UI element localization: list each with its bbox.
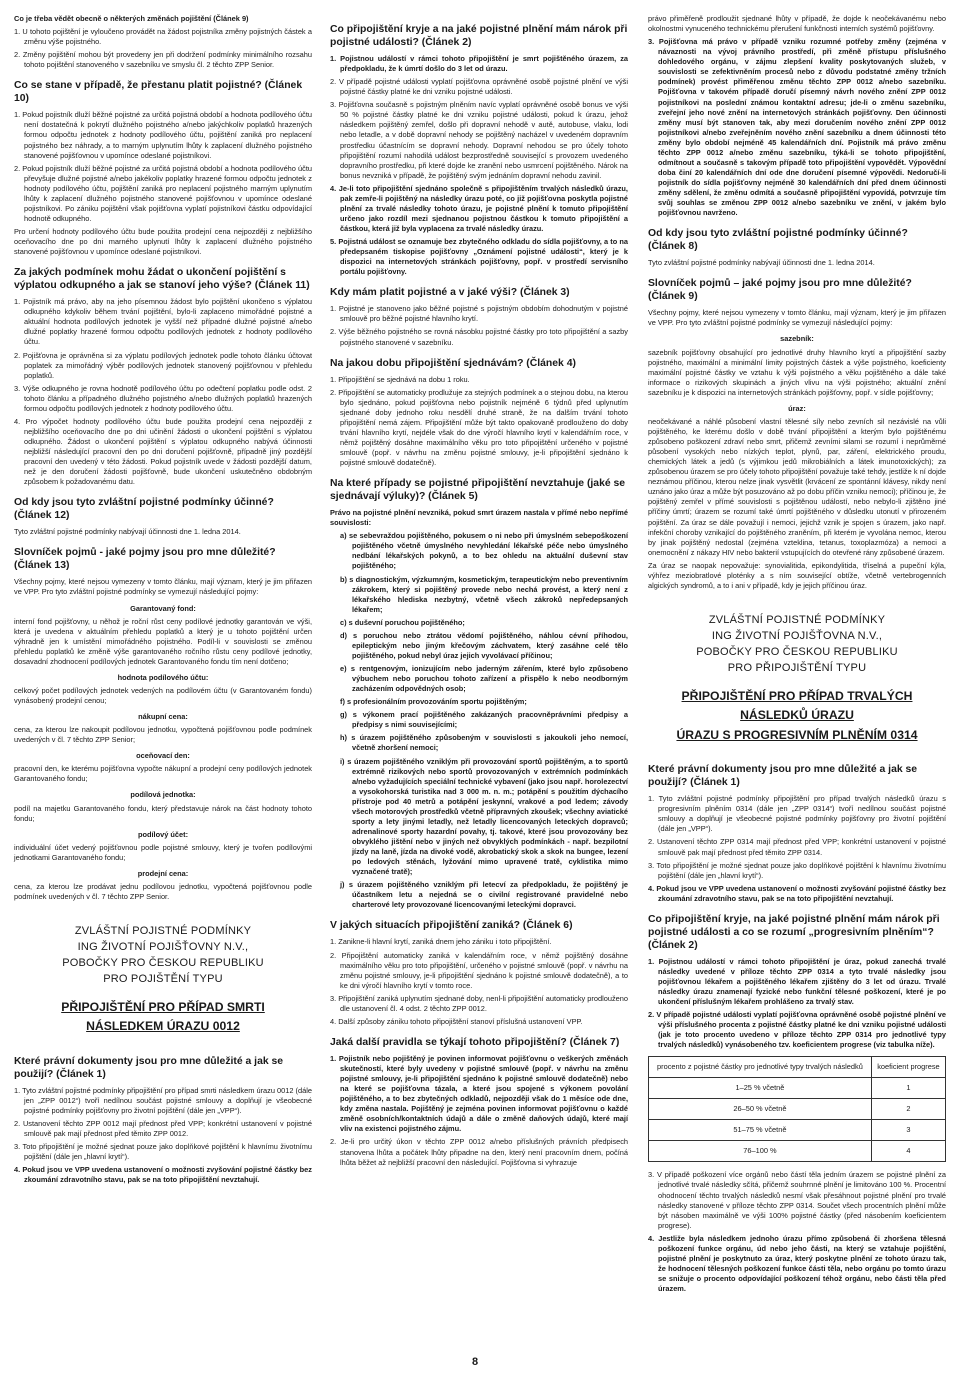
paragraph: Právo na pojistné plnění nevzniká, pokud smrt úrazem nastala v přímé nebo nepřímé souvislosti:: [330, 508, 628, 528]
numbered-paragraph: 3. V případě poškození více orgánů nebo částí těla jedním úrazem se pojistné plnění za jednotlivé trvalé následky sčítá, přičemž souhrnné plnění je limitováno 100 %. Procentní ohodnocení těchto trvalých následků nesmí však přesáhnout pojistné plnění pro trvalé následky stanovené v příloze těchto ZPP 0314. Součet všech procentních plnění může být násoben maximálně ve výši 100% pojistné částky (před násobením koeficientem progrese).: [648, 1170, 946, 1230]
numbered-paragraph: 2. Připojištění se automaticky prodlužuje za stejných podmínek a o stejnou dobu, na kterou bylo sjednáno, pokud pojišťovna nebo pojistník nejméně 6 týdnů před uplynutím sjednané doby jednoho roku nesdělí druhé straně, že na dalším trvání tohoto připojištění nemá zájem. Připojištění může být takto opakovaně prodlouženo do doby trvání hlavního krytí, nejdéle však do dne výročí hlavního krytí v kalendářním roce, v němž pojištěný dosáhne maximálního věku pro toto připojištění určeného v pojistné smlouvě (popř. v návrhu na změnu pojistné smlouvy, je-li připojištění sjednáno k pojistné smlouvě dodatečně).: [330, 387, 628, 468]
paragraph: interní fond pojišťovny, u něhož je roční růst ceny podílové jednotky garantován ve výši, která je uvedena v aktuálním přehledu poplatků a který je u tohoto pojištění určen výhradně jen k umístění mimořádného pojistného. Podíl-li v souvislosti se změnou přehledu poplatků ke změně výše garantovaného ročního růstu ceny podílové jednotky, dosavadní zhodnocení podílových jednotek Garantovaného fondu tím není dotčeno;: [14, 616, 312, 666]
lettered-item: j) s úrazem pojištěného vzniklým při letecví za předpokladu, že pojištěný je účastníkem letu a nejedná se o civilní registrované pravidelné nebo charterové lety provozované licencovanými leteckými dopravci.: [340, 880, 628, 910]
numbered-paragraph: 3. Připojištění zaniká uplynutím sjednané doby, nenl-li připojištění automaticky prodlouženo dle ustanovení čl. 4 odst. 2 těchto ZPP 0012.: [330, 993, 628, 1013]
table-cell: 51–75 % včetně: [649, 1120, 872, 1141]
lettered-item: f) s profesionálním provozováním sportu pojištěným;: [340, 697, 527, 707]
numbered-paragraph: 1. Pojistník nebo pojištěný je povinen informovat pojišťovnu o veškerých změnách skutečností, které byly uvedeny v pojistné smlouvě (popř. v návrhu na změnu pojistné smlouvy, je-li připojištění sjednáno k pojistné smlouvě dodatečně) nebo na které se pojišťovna tázala, a které jsou spojené s výkonem povolání pojištěného, a to bez zbytečných odkladů, nejpozději však do 1 měsíce ode dne, kdy změna nastala. Pojištěný je zejména povinen informovat pojišťovnu o každé změně osobních/kontaktních údajů a dále o změně daňových údajů, které mají vliv na existenci pojistného zájmu.: [330, 1053, 628, 1134]
numbered-paragraph: 2. V případě pojistné události vyplatí pojišťovna oprávněné osobě pojistné plnění ve výši příslušného procenta z pojistné částky platné ke dni vzniku pojistné události (jak je toto procento uvedeno v příloze těchto ZPP 0314 pro jednotlivé typy trvalých následků) vynásobeného tzv. koeficientem progrese (viz tabulka níže).: [648, 1010, 946, 1050]
numbered-paragraph: 4. Pokud jsou ve VPP uvedena ustanovení o možnosti zvyšování pojistné částky bez zkoumání zdravotního stavu, pak se na toto připojištění nevztahují.: [14, 1165, 312, 1185]
numbered-paragraph: 1. Pokud pojistník dluží běžné pojistné za určitá pojistná období a hodnota podílového účtu není dostatečná k pokrytí dlužného pojistného a/nebo jakýchkoliv poplatků hrazených formou odpočtu jednotek z hodnoty podílového účtu, pojištění zaniká pro neplacení pojistného bez náhrady, a to marným uplynutím lhůty k zaplacení dlužného pojistného stanovené pojišťovnou v upomínce odeslané pojistníkovi.: [14, 110, 312, 160]
table-cell: 76–100 %: [649, 1141, 872, 1162]
progression-table: [648, 1056, 946, 1162]
numbered-paragraph: 1. Pojistnou událostí v rámci tohoto připojištění je smrt pojištěného úrazem, za předpokladu, že k úmrtí došlo do 3 let od úrazu.: [330, 54, 628, 74]
paragraph: Tyto zvláštní pojistné podmínky nabývají účinnosti dne 1. ledna 2014.: [14, 527, 241, 537]
table-row: [649, 1120, 946, 1141]
section-heading: Co připojištění kryje a na jaké pojistné plnění mám nárok při pojistné události? (Článek 2): [330, 24, 628, 48]
numbered-paragraph: 1. Zanikne-li hlavní krytí, zaniká dnem jeho zániku i toto připojištění.: [330, 937, 552, 947]
paragraph: celkový počet podílových jednotek vedených na podílovém účtu (v Garantovaném fondu) vynásobený prodejní cenou;: [14, 685, 312, 705]
table-cell: 1–25 % včetně: [649, 1078, 872, 1099]
lettered-item: d) s poruchou nebo ztrátou vědomí pojištěného, náhlou cévní příhodou, epileptickým nebo jiným křečovým záchvatem, který zasáhne celé tělo pojištěného, pokud nebyl úraz jejich vyvolávací příčinou;: [340, 630, 628, 660]
column-right: [648, 14, 946, 1297]
numbered-paragraph: 2. Je-li pro určitý úkon v těchto ZPP 0012 a/nebo příslušných právních předpisech stanovena lhůta a počátek lhůty připadne na den, který není pracovním dnem, počíná lhůta běžet až nejbližší pracovní den následující. Pojišťovna si vyhrazuje: [330, 1137, 628, 1167]
numbered-paragraph: 1. Pojistné je stanoveno jako běžné pojistné s pojistným obdobím dohodnutým v pojistné smlouvě pro běžné pojistné hlavního krytí.: [330, 304, 628, 324]
numbered-paragraph: 2. Ustanovení těchto ZPP 0314 mají přednost před VPP; konkrétní ustanovení v pojistné smlouvě pak mají přednost před těmito ZPP 0314.: [648, 837, 946, 857]
numbered-paragraph: 4. Je-li toto připojištění sjednáno společně s připojištěním trvalých následků úrazu, pak zemře-li pojištěný na následky úrazu poté, co již pojišťovna poskytla pojistné plnění za trvalé následky tohoto úrazu, je pojistné plnění k tomuto připojištění určeno jako rozdíl mezi sjednanou pojistnou částkou k tomuto připojištění a částkou, která již byla vyplacena za trvalé následky úrazu.: [330, 183, 628, 233]
table-cell: 26–50 % včetně: [649, 1099, 872, 1120]
paragraph: Za úraz se naopak nepovažuje: synovialitida, epikondylitida, tříselná a pupeční kýla, výhřez meziobratlové ploténky a s ním související obtíže, včetně vertebrogenních algických syndromů, a to i ani v případě, kdy je jejich příčinou úraz.: [648, 560, 946, 590]
lettered-item: b) s diagnostickým, výzkumným, kosmetickým, terapeutickým nebo preventivním zákrokem, který si pojištěný provede nebo nechá provést, a který není z lékařského hlediska nezbytný, včetně všech zákroků nepředepsaných lékařem;: [340, 574, 628, 614]
paragraph: sazebník pojišťovny obsahující pro jednotlivé druhy hlavního krytí a připojištění sazby pojistného, maximální a minimální limity pojistných částek a výše pojistného, koeficienty maximální pojistné částky ve vztahu k výši pojistného a věku pojištěného a dále také informace o rizikových skupinách a jiných vlivu na výši pojistného; aktuální znění sazebníku je k dispozici na internetových stránkách pojišťovny, popř. v sídle pojišťovny;: [648, 347, 946, 397]
definition-term: podílová jednotka:: [130, 790, 196, 800]
table-cell: 4: [871, 1141, 945, 1162]
table-cell: 2: [871, 1099, 945, 1120]
section-heading: Od kdy jsou tyto zvláštní pojistné podmínky účinné? (Článek 8): [648, 228, 908, 253]
definition-term: oceňovací den:: [136, 751, 190, 761]
paragraph: Všechny pojmy, které nejsou vymezeny v tomto článku, mají význam, který je jim přiřazen ve VPP. Pro tyto zvláštní pojistné podmínky se vymezují následující pojmy:: [648, 308, 946, 328]
page-number: 8: [472, 1356, 479, 1368]
numbered-paragraph: 3. Toto připojištění je možné sjednat pouze jako doplňkové pojištění k hlavnímu životnímu pojištění (dále jen „hlavní krytí“).: [648, 860, 946, 880]
table-row: [649, 1141, 946, 1162]
numbered-paragraph: 1. Připojištění se sjednává na dobu 1 roku.: [330, 374, 470, 384]
definition-term: podílový účet:: [137, 829, 189, 839]
numbered-paragraph: 2. Ustanovení těchto ZPP 0012 mají přednost před VPP; konkrétní ustanovení v pojistné smlouvě pak mají přednost před těmito ZPP 0012.: [14, 1118, 312, 1139]
section-heading: Za jakých podmínek mohu žádat o ukončení pojištění s výplatou odkupného a jak se stanoví jeho výše? (Článek 11): [14, 267, 310, 292]
lettered-item: a) se sebevraždou pojištěného, pokusem o ni nebo při úmyslném sebepoškození pojištěného včetně úmyslného nevyhledání lékařské péče nebo úmyslného nedbání lékařských pokynů, a to bez ohledu na aktuální duševní stav pojištěného;: [340, 531, 628, 571]
paragraph: právo přiměřeně prodloužit sjednané lhůty v případě, že dojde k neočekávanému nebo okolnostmi vynuceného technickému přerušení funkčnosti interních systémů pojišťovny.: [648, 14, 946, 34]
numbered-paragraph: 2. Připojištění automaticky zaniká v kalendářním roce, v němž pojištěný dosáhne maximálního věku pro toto připojištění, určeného v pojistné smlouvě (popř. v návrhu na změnu pojistné smlouvy, je-li připojištění sjednáno k pojistné smlouvě dodatečně), a to ke dni výročí hlavního krytí v tomto roce.: [330, 950, 628, 990]
numbered-paragraph: 1. U tohoto pojištění je vyloučeno provádět na žádost pojistníka změny pojistných částek a změnu výše pojistného.: [14, 27, 312, 47]
paragraph: individuální účet vedený pojišťovnou podle pojistné smlouvy, který je tvořen podílovými jednotkami Garantovaného fondu;: [14, 842, 312, 862]
lettered-item: g) s výkonem prací pojištěného zakázaných pracovněprávními předpisy a předpisy s nimi souvisejícími;: [340, 710, 628, 730]
conditions-title: ZVLÁŠTNÍ POJISTNÉ PODMÍNKY ING ŽIVOTNÍ POJIŠŤOVNA N.V., POBOČKY PRO ČESKOU REPUBLIKU PRO PŘIPOJIŠTĚNÍ TYPU: [696, 613, 898, 674]
definition-term: Garantovaný fond:: [130, 603, 196, 613]
table-header-cell: procento z pojistné částky pro jednotlivé typy trvalých následků: [649, 1057, 872, 1078]
numbered-paragraph: 1. Pojistník má právo, aby na jeho písemnou žádost bylo pojištění ukončeno s výplatou odkupného kdykoliv během trvání pojištění, bylo-li zaplaceno mimořádné pojistné a aktuální hodnota podílových jednotek je vyšší než případné dlužné pojistné a/nebo dlužné poplatky hrazené formou odpočtu podílových jednotek z hodnoty podílového účtu.: [14, 297, 312, 347]
paragraph: neočekávané a náhlé působení vlastní tělesné síly nebo zevních sil nezávislé na vůli pojištěného, ke kterému došlo v době trvání připojištění a kterým bylo pojištěnému způsobeno poškození zdraví nebo smrt, přičemž zevními silami se rozumí i neprůměrné působení vysokých nebo nízkých teplot, plynů, par, záření, elektrického proudu, chemických látek a jedů (s výjimkou jedů mikrobiálních a látek imunotoxických); za způsobenou úrazem se pro účely tohoto připojištění považuje také tehdy, jestliže k ní dojde neznámou příčinou, kterou nelze jinak vysvětlit (krvácení ze spontánní klávesy, nikdy není uznáno jako úraz a může být posuzováno až po dobu příčin vzniku nemoci); příčinou je, že pojištěný zemřel v přímé souvislosti s pojištěnou událostí, nebo nebylo-li zjištěno jiné příčiny úmrtí; úrazem se rozumí také úmrtí pojištěného v důsledku utonutí v přirozeném pojištění. Za úraz se dále považují i nemoci, jejichž vznik je spojen s úrazem, jako např. infekční choroby vznikající do pojištěného zraněním, při kterém je vyvolána nemoc, kterou by jinak pojištěný nedostal (zejména vzteklina, tetanus, toxoplazmóza) a nemoci a onemocnění z nákazy HIV nebo bakterií vstupujících do otevřené rány způsobené úrazem.: [648, 416, 946, 557]
lettered-item: i) s úrazem pojištěného vzniklým při provozování sportů pojištěným, a to sportů extrémně rizikových nebo sportů provozovaných v extrémních podmínkách a/nebo vyžadujících speciální technické vybavení (jako jsou např. horolezectví a vysokohorská turistika nad 3 000 m. n. m.; potápění s použitím dýchacího přístroje pod 40 metrů a potápění jeskynní, vrakové a pod ledem; závody všech motorových prostředků včetně přípravných zkoušek; všechny aviatické sporty a lety jinými letadly, než letadly licencovaných leteckých dopravců; adrenalinové sporty hazardní povahy, tj. takové, které jsou provozovány bez obvyklého jištění nebo v jiných než obvyklých podmínkách - např. bezpilotní jízdy na laně, jízda na divoké vodě, akrobatický skok a skok na bungee, lezení po ledových stěnách, lyžování mimo upravené tratě, cyklistika mimo vyznačené tratě);: [340, 756, 628, 877]
numbered-paragraph: 3. Toto připojištění je možné sjednat pouze jako doplňkové pojištění k hlavnímu životnímu pojištění (dále jen „hlavní krytí“).: [14, 1142, 312, 1162]
table-cell: 1: [871, 1078, 945, 1099]
numbered-paragraph: 1. Tyto zvláštní pojistné podmínky připojištění pro případ smrti následkem úrazu 0012 (dále jen „ZPP 0012“) tvoří nedílnou součást pojistné smlouvy a doplňují je všeobecné pojistné podmínky pojišťovny pro životní pojištění (dále jen „VPP“).: [14, 1085, 312, 1115]
column-middle: [330, 14, 628, 1171]
paragraph: Pro určení hodnoty podílového účtu bude použita prodejní cena nejpozději z nejbližšího oceňovacího dne po dni marného uplynutí lhůty k zaplacení dlužného pojistného stanovené pojišťovnou v upomínce odeslané pojistníkovi.: [14, 227, 312, 257]
section-heading: Kdy mám platit pojistné a v jaké výši? (Článek 3): [330, 287, 570, 299]
insurance-type-title: PŘIPOJIŠTĚNÍ PRO PŘÍPAD TRVALÝCH NÁSLEDKŮ ÚRAZU ÚRAZU S PROGRESIVNÍM PLNĚNÍM 0314: [676, 688, 918, 742]
numbered-paragraph: 4. Pro výpočet hodnoty podílového účtu bude použita prodejní cena nejpozději z nejbližšího oceňovacího dne po dni učinění žádosti o ukončení pojištění s výplatou odkupného. Žádost o ukončení pojištění s výplatou odkupného nabývá účinnosti nejbližší následující pracovní den po dni doručení pojišťovně, případně jiný pozdější pracovní den uvedený v této žádosti. Pokud pojistník uvede v žádosti pozdější datum, než je den doručení žádosti pojišťovně, bude ukončení uskutečněno obdobným způsobem k požadovanému datu.: [14, 416, 312, 487]
section-heading: Slovníček pojmů - jaké pojmy jsou pro mne důležité? (Článek 13): [14, 547, 276, 572]
paragraph: podíl na majetku Garantovaného fondu, který představuje nárok na část hodnoty tohoto fondu;: [14, 803, 312, 823]
table-header-cell: koeficient progrese: [871, 1057, 945, 1078]
lettered-item: h) s úrazem pojištěného způsobeným v souvislosti s jakoukoli jeho nemocí, včetně zhoršení nemoci;: [340, 733, 628, 753]
definition-term: hodnota podílového účtu:: [117, 672, 209, 682]
numbered-paragraph: 4. Jestliže byla následkem jednoho úrazu přímo způsobená či zhoršena tělesná poškození funkce orgánu, úd nebo jeho části, na který se vztahuje pojištění, pojistné plnění je poskytnuto za úraz, který poskytne plnění ze tohoto úrazu tak, že hodnocení tělesných poškození funkce části těla, nebo orgánu po tomto úrazu se snižuje o procento odpovídající poškození téhož orgánu, nebo části těla před úrazem.: [648, 1233, 946, 1294]
section-heading: Co se stane v případě, že přestanu platit pojistné? (Článek 10): [14, 80, 303, 105]
lettered-item: c) s duševní poruchou pojištěného;: [340, 617, 465, 627]
paragraph: cena, za kterou lze prodávat jednu podílovou jednotku, vypočtená pojišťovnou podle podmínek uvedených v čl. 7 těchto ZPP Senior.: [14, 881, 312, 901]
numbered-paragraph: 2. Pokud pojistník dluží běžné pojistné za určitá pojistná období a hodnota podílového účtu převyšuje dlužné pojistné a/nebo jakékoliv poplatky hrazené formou odpočtu jednotek z hodnoty podílového účtu, pojištění zaniká pro neplacení pojistného marným uplynutím lhůty k zaplacení dlužného pojistného stanovené pojišťovnou v upomínce odeslané pojistníkovi. Po zániku pojištění však pojišťovna vyplatí pojistníkovi částku odpovídající hodnotě odkupného.: [14, 163, 312, 223]
table-row: [649, 1078, 946, 1099]
numbered-paragraph: 3. Výše odkupného je rovna hodnotě podílového účtu po odečtení poplatku podle odst. 2 tohoto článku a případného dlužného pojistného a/nebo dlužných poplatků hrazených formou odpočtu podílových jednotek z hodnoty podílového účtu.: [14, 383, 312, 413]
numbered-paragraph: 2. Pojišťovna je oprávněna si za výplatu podílových jednotek podle tohoto článku účtovat poplatek za mimořádný výběr podílových jednotek stanovený pojišťovnou v přehledu poplatků.: [14, 350, 312, 380]
conditions-title: ZVLÁŠTNÍ POJISTNÉ PODMÍNKY ING ŽIVOTNÍ POJIŠŤOVNY N.V., POBOČKY PRO ČESKOU REPUBLIKU PRO POJIŠTĚNÍ TYPU: [62, 925, 264, 985]
definition-term: úraz:: [788, 403, 806, 413]
section-heading: Od kdy jsou tyto zvláštní pojistné podmínky účinné? (Článek 12): [14, 497, 274, 522]
numbered-paragraph: 4. Pokud jsou ve VPP uvedena ustanovení o možnosti zvyšování pojistné částky bez zkoumání zdravotního stavu, pak se na toto připojištění nevztahují.: [648, 883, 946, 903]
section-heading: Co připojištění kryje, na jaké pojistné plnění mám nárok při pojistné události a co se rozumí „progresivním plněním“? (Článek 2): [648, 913, 940, 951]
table-cell: 3: [871, 1120, 945, 1141]
paragraph: cena, za kterou lze nakoupit podílovou jednotku, vypočtená pojišťovnou podle podmínek uvedených v čl. 7 těchto ZPP Senior;: [14, 725, 312, 745]
numbered-paragraph: 2. Výše běžného pojistného se rovná násobku pojistné částky pro toto připojištění a sazby pojistného stanovené v sazebníku.: [330, 327, 628, 347]
paragraph: pracovní den, ke kterému pojišťovna vypočte nákupní a prodejní ceny podílových jednotek Garantovaného fondu;: [14, 764, 312, 784]
section-heading: V jakých situacích připojištění zaniká? (Článek 6): [330, 920, 573, 932]
definition-term: sazebník:: [780, 334, 814, 344]
section-heading: Které právní dokumenty jsou pro mne důležité a jak se použijí? (Článek 1): [648, 764, 918, 789]
insurance-type-title: PŘIPOJIŠTĚNÍ PRO PŘÍPAD SMRTI NÁSLEDKEM ÚRAZU 0012: [61, 999, 265, 1034]
numbered-paragraph: 3. Pojišťovna současně s pojistným plněním navíc vyplatí oprávněné osobě bonus ve výši 50 % pojistné částky platné ke dni vzniku pojistné události, pokud k úrazu, jehož následkem pojištěný zemřel, došlo při dopravní nehodě v autě, autobuse, vlaku, lodi nebo letadle, a v době dopravní nehody se pojištěný nacházel v uvedeném dopravním prostředku účastnícím se dopravní nehody. Dopravní nehodou se pro účely tohoto připojištění rozumí nahodilá událost bezprostředně související s provozem uvedeného dopravního prostředku, při které dojde ke zranění nebo usmrcení pojištěného. Nárok na bonus nevzniká v případě, že pojištěný svým jednáním dopravní nehodu zavinil.: [330, 100, 628, 180]
lettered-item: e) s rentgenovým, ionizujícím nebo jaderným zářením, které bylo způsobeno výbuchem nebo poruchou tohoto zařízení a přispělo k nebo neodborným zacházením odpovědných osob;: [340, 664, 628, 694]
numbered-paragraph: 4. Další způsoby zániku tohoto připojištění stanoví příslušná ustanovení VPP.: [330, 1016, 583, 1026]
numbered-paragraph: 1. Pojistnou událostí v rámci tohoto připojištění je úraz, pokud zanechá trvalé následky uvedené v příloze těchto ZPP 0314 a tyto trvalé následky jsou pojišťovnou lékařem a pojištěného lékařem zjištěny do 3 let od úrazu. Trvalé následky úrazu znamenají fyzické nebo funkční tělesné poškození, které je po ukončení příslušným lékařem prohlášeno za trvalý stav.: [648, 956, 946, 1007]
numbered-paragraph: 1. Tyto zvláštní pojistné podmínky připojištění pro případ trvalých následků úrazu s progresivním plněním 0314 (dále jen „ZPP 0314“) tvoří nedílnou součást pojistné smlouvy a doplňují je všeobecné pojistné podmínky pojišťovny pro životní pojištění (dále jen „VPP“).: [648, 794, 946, 834]
section-heading: Slovníček pojmů – jaké pojmy jsou pro mne důležité? (Článek 9): [648, 278, 912, 303]
numbered-paragraph: 3. Pojišťovna má právo v případě vzniku rozumné potřeby změny (zejména v návaznosti na vývoj právního prostředí, při změně přístupu příslušného dohledového orgánu, v zájmu zlepšení kvality poskytovaných služeb, v souvislosti se zefektivněním procesů nebo z důvodu podstatné změny tržních podmínek) provést přiměřenou změnu těchto ZPP 0012 a/nebo sazebníku. Pojišťovna v takovém případě doručí písemný návrh nového znění ZPP 0012 pojistníkovi na poslední známou kontaktní adresu; jde-li o změnu sazebníku, zveřejní jeho nové znění na internetových stránkách pojišťovny. Den účinnosti změny musí být stanoven tak, aby mezi doručením nového znění ZPP 0012 pojistníkovi a/nebo zveřejněním nového znění sazebníku a dnem účinnosti této změny bylo období nejméně 45 kalendářních dní. Pojistník má právo změnu těchto ZPP 0012 a/nebo změnu sazebníku, týká-li se tohoto připojištění, odmítnout a současně s takovým případě toto připojištění vypovědět. Výpovědní doba činí 20 kalendářních dní ode dne doručení písemné výpovědi. Nedoručí-li pojistník do sídla pojišťovny nejméně 30 kalendářních dní před dnem účinnosti změny sdělení, že změnu odmítá a současně připojištění vypovídá, potvrzuje tím svůj souhlas se změnou ZPP 0012 a/nebo sazebníku ve znění, v jakém bylo pojišťovnou navrženo.: [648, 37, 946, 218]
section-heading: Na jakou dobu připojištění sjednávám? (Článek 4): [330, 357, 576, 369]
section-heading: Které právní dokumenty jsou pro mne důležité a jak se použijí? (Článek 1): [14, 1055, 284, 1080]
section-heading: Na které případy se pojistné připojištění nevztahuje (jaké se sjednávají výluky)? (Článek 5): [330, 478, 626, 503]
column-left: [14, 14, 312, 1188]
paragraph: Tyto zvláštní pojistné podmínky nabývají účinnosti dne 1. ledna 2014.: [648, 258, 875, 268]
numbered-paragraph: 2. V případě pojistné události vyplatí pojišťovna oprávněné osobě pojistné plnění ve výši pojistné částky platné ke dni vzniku pojistné události.: [330, 77, 628, 97]
numbered-paragraph: 2. Změny pojištění mohou být provedeny jen při dodržení podmínky minimálního rozsahu tohoto pojištění stanoveného v sazebníku ve smyslu čl. 2 těchto ZPP Senior.: [14, 50, 312, 70]
paragraph: Všechny pojmy, které nejsou vymezeny v tomto článku, mají význam, který je jim přiřazen ve VPP. Pro tyto zvláštní pojistné podmínky se vymezují následující pojmy:: [14, 577, 312, 597]
numbered-paragraph: 5. Pojistná událost se oznamuje bez zbytečného odkladu do sídla pojišťovny, a to na předepsaném tiskopise pojišťovny „Oznámení pojistné události“, který je k dispozici na internetových stránkách pojišťovny, popř. v prostředí servisního portálu pojišťovny.: [330, 237, 628, 277]
definition-term: nákupní cena:: [138, 712, 188, 722]
paragraph: Co je třeba vědět obecně o některých změnách pojištění (Článek 9): [14, 14, 249, 23]
definition-term: prodejní cena:: [137, 868, 189, 878]
section-heading: Jaká další pravidla se týkají tohoto připojištění? (Článek 7): [330, 1036, 620, 1048]
table-row: [649, 1099, 946, 1120]
